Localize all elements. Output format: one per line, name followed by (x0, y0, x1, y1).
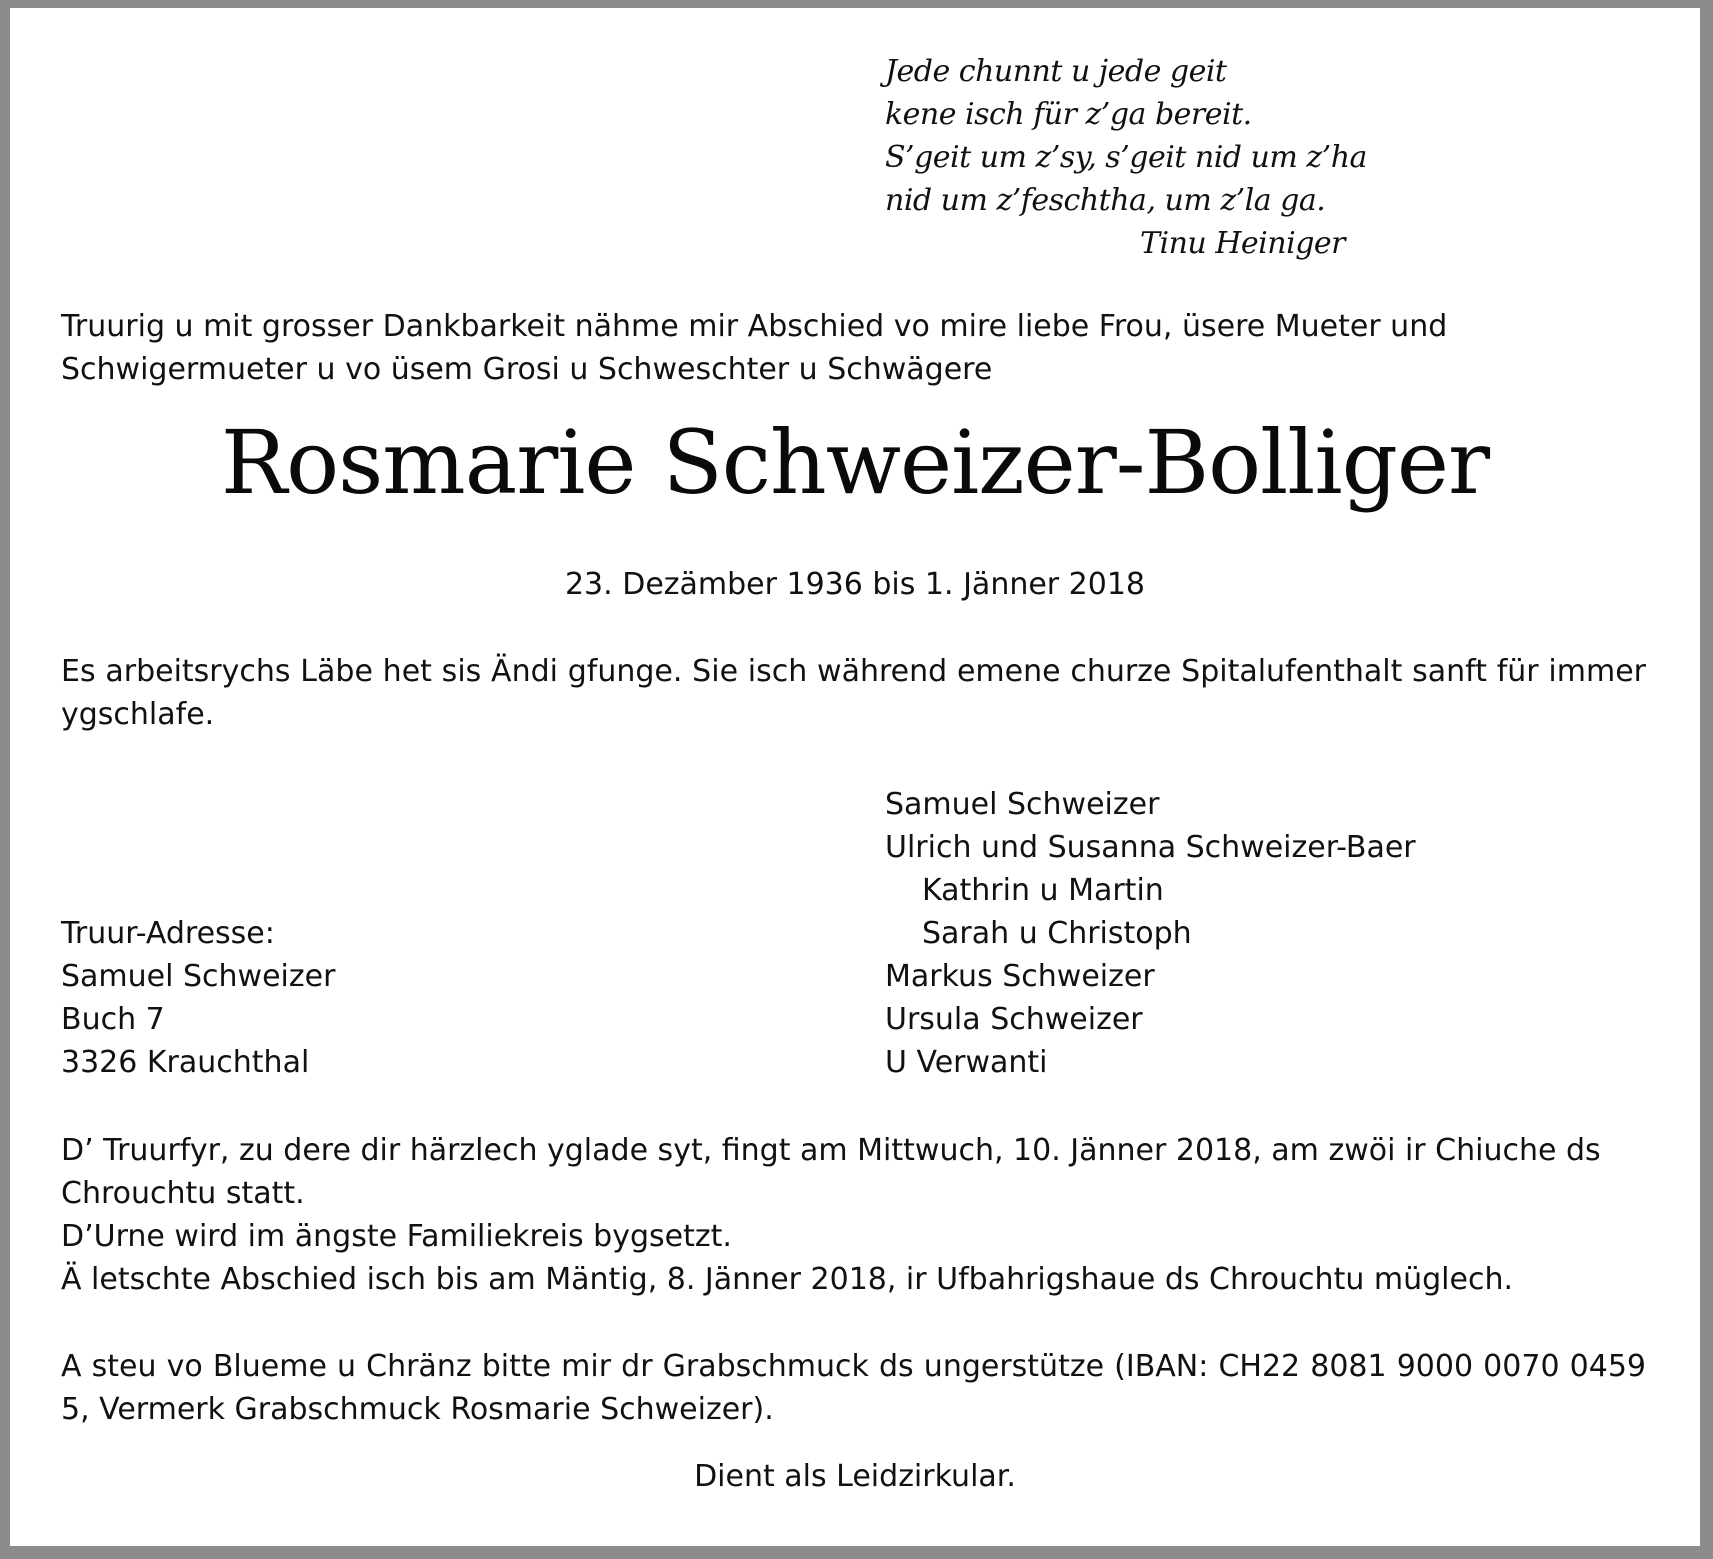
mourning-address (61, 912, 335, 1084)
ceremony-info (61, 1129, 1646, 1301)
life-text: Es arbeitsrychs Läbe het sis Ändi gfunge. Sie isch während emene churze Spitalufenthalt sanft für immer ygschlafe. (61, 654, 1646, 732)
ceremony-farewell: Ä letschte Abschied isch bis am Mäntig, 8. Jänner 2018, ir Ufbahrigshaue ds Chrouchtu müglech. (61, 1262, 1513, 1297)
address-label: Truur-Adresse: (61, 916, 275, 951)
poem-line: S’geit um z’sy, s’geit nid um z’ha (885, 140, 1367, 175)
closing-note: Dient als Leidzirkular. (694, 1459, 1016, 1494)
poem-line: nid um z’feschtha, um z’la ga. (885, 183, 1326, 218)
ceremony-urn: D’Urne wird im ängste Familiekreis bygsetzt. (61, 1219, 732, 1254)
mourner-name: Ursula Schweizer (885, 1002, 1143, 1037)
obituary-page (10, 8, 1700, 1546)
intro-text: Truurig u mit grosser Dankbarkeit nähme mir Abschied vo mire liebe Frou, üsere Mueter und Schwigermueter u vo üsem Grosi u Schweschter u Schwägere (61, 309, 1448, 387)
address-name: Samuel Schweizer (61, 959, 336, 994)
ceremony-service: D’ Truurfyr, zu dere dir härzlech yglade syt, fingt am Mittwuch, 10. Jänner 2018, am zwöi ir Chiuche ds Chrouchtu statt. (61, 1133, 1601, 1211)
deceased-name: Rosmarie Schweizer-Bolliger (220, 411, 1490, 514)
poem-line: kene isch für z’ga bereit. (885, 97, 1252, 132)
life-dates: 23. Dezämber 1936 bis 1. Jänner 2018 (564, 567, 1146, 602)
mourner-name: Markus Schweizer (885, 959, 1155, 994)
mourner-name: Kathrin u Martin (922, 873, 1164, 908)
poem-author: Tinu Heiniger (1139, 226, 1345, 261)
mourner-name: Sarah u Christoph (922, 916, 1192, 951)
mourners-list (885, 783, 1416, 1084)
address-city: 3326 Krauchthal (61, 1045, 310, 1080)
mourner-name: Samuel Schweizer (885, 787, 1160, 822)
poem-line: Jede chunnt u jede geit (885, 54, 1227, 89)
address-street: Buch 7 (61, 1002, 165, 1037)
mourner-name: U Verwanti (885, 1045, 1048, 1080)
mourner-name: Ulrich und Susanna Schweizer-Baer (885, 830, 1416, 865)
donation-text: A steu vo Blueme u Chränz bitte mir dr Grabschmuck ds ungerstütze (IBAN: CH22 8081 9000 0070 0459 5, Vermerk Grabschmuck Rosmarie Schweizer). (61, 1349, 1646, 1427)
poem (885, 50, 1367, 265)
